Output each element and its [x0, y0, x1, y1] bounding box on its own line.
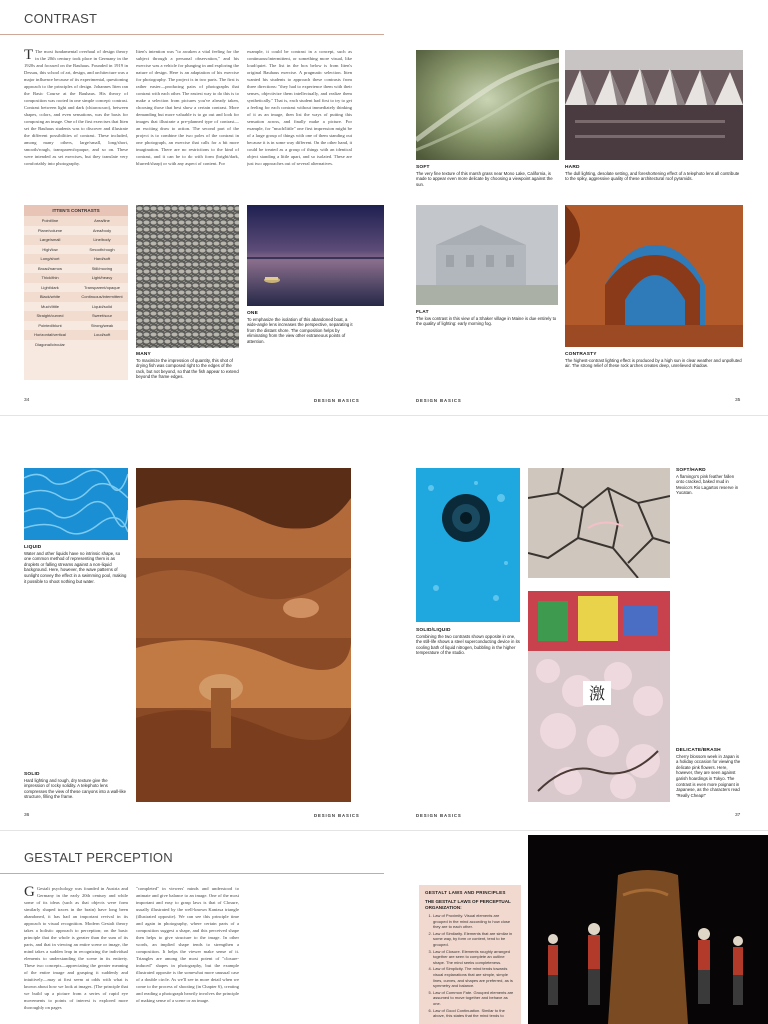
caption-hard-title: HARD	[565, 165, 580, 170]
body-text: Gestalt psychology was founded in Austria and Germany in the early 20th century and while some of its ideas (such as that objects were form similarly shaped traces in the brain) have long been abandoned, it has had an important revival in its approach to visual recognition. Modern Gestalt theory takes a holistic approach to perception; on the basic principle that the whole is greater than the sum of its parts, and that in viewing an entire scene or image, the mind takes a sudden leap in recognizing the individual elements to understanding the scene in its entirety. These two concepts—appreciating the greater meaning of the entire image and grasping it suddenly and intuitively—may at first seem at odds with what is known about how we look at images. (The principle that we build up a picture from a series of rapid eye movements to points of interest is explored more thoroughly on pages	[24, 886, 128, 1010]
table-row	[24, 273, 128, 283]
page-footer: DESIGN BASICS	[416, 813, 462, 818]
caption-flat-title: FLAT	[416, 310, 429, 315]
caption-contrasty-title: CONTRASTY	[565, 352, 597, 357]
photo-rock-arches-image	[565, 205, 743, 347]
table-cell: Loud/soft	[93, 332, 111, 338]
caption-soft-text: The very fine texture of this marsh grass near Mono Lake, California, is made to appear even more delicate by choosing a viewpoint against the sun.	[416, 170, 553, 187]
photo-drying-fish-image	[136, 205, 239, 348]
table-row	[24, 264, 128, 274]
caption-solid-title: SOLID	[24, 772, 40, 777]
page-number: 37	[735, 813, 741, 818]
table-row	[24, 254, 128, 264]
body-text-column-2: "completed" in viewers' minds and understood to animate and give balance to an image. One of the most important and easy to grasp laws is that of Closure, usually illustrated by the well-known Kanizsa triangle (illustrated opposite). We can see this principle time and again in photography, where certain parts of a composition suggest a shape, and this perceived shape then helps to give structure to the image. In other words, an implied shape tends to strengthen a composition. It helps the viewer make sense of it. Triangles are among the most potent of "closure-induced" shapes in photography, but the example illustrated opposite is the somewhat more unusual case of a double circle. As we'll see in more detail when we come to the process of shooting (in Chapter 6), creating and reading a photograph heavily involves the principle of making sense of a scene or an image.	[136, 886, 239, 1003]
page-footer: DESIGN BASICS	[314, 813, 360, 818]
list-item: 5. Law of Common Fate. Grouped elements are assumed to move together and behave as one.	[433, 990, 515, 1007]
table-row	[24, 302, 128, 312]
photo-swimming-pool-image	[24, 468, 128, 540]
table-cell: Long/short	[40, 256, 60, 262]
title-rule	[0, 34, 384, 35]
box-subtitle: THE GESTALT LAWS OF PERCEPTUAL ORGANIZATION:	[425, 899, 511, 910]
caption-one-text: To emphasize the isolation of this abandoned boat, a wide-angle lens increases the perspective, separating it from the distant shore. The composition helps by eliminating from the view other extraneous points of attention.	[247, 316, 353, 344]
table-cell: Broad/narrow	[37, 265, 62, 271]
page-footer: DESIGN BASICS	[314, 398, 360, 403]
title-rule	[0, 873, 384, 874]
list-item: 6. Law of Good Continuation. Similar to the above, this states that the mind tends to	[433, 1008, 515, 1019]
spread-contrast-continued	[0, 415, 768, 830]
page-footer: DESIGN BASICS	[416, 398, 462, 403]
photo-canyon-rocks-image	[136, 468, 351, 802]
caption-liquid	[24, 545, 128, 584]
table-cell: Diagonal/circular	[35, 341, 65, 347]
table-cell: Pointed/blunt	[38, 322, 62, 328]
photo-roof-pyramids	[565, 50, 743, 160]
table-row	[24, 226, 128, 236]
photo-shaker-village-image	[416, 205, 558, 305]
caption-delicate-brash	[676, 748, 742, 798]
caption-one	[247, 311, 357, 345]
caption-solid-liquid-title: SOLID/LIQUID	[416, 628, 451, 633]
table-cell: Sweet/sour	[91, 313, 112, 319]
table-row	[24, 245, 128, 255]
box-title: GESTALT LAWS AND PRINCIPLES	[425, 890, 506, 895]
svg-text:激: 激	[588, 684, 606, 703]
body-text-column-2: Itten's intention was "to awaken a vital feeling for the subject through a personal observation," and his exercise was a vehicle for plunging in and exploring the nature of design. Here is an adaptation of his exercise for photography. The project is in two parts. The first is rather easier—producing pairs of photographs that contrast with each other. The easiest way to do this is to make a selection from pictures you've already taken, choosing those that best show a certain contrast. More demanding but more valuable is to go out and look for images that illustrate a pre-planned type of contrast—an exciting draw to action. The second part of the project is to combine the two poles of the contrast in one photograph, an exercise that calls for a bit more imagination. There are no restrictions to the kind of contrast, and it can be to do with form (bright/dark, blurred/sharp) or with any aspect of content. For	[136, 49, 239, 166]
caption-flat-text: The low contrast in this view of a Shaker village in Maine is due entirely to the quality of lighting: early morning fog.	[416, 315, 557, 327]
caption-one-title: ONE	[247, 311, 258, 316]
photo-roof-pyramids-image	[565, 50, 743, 160]
caption-many-text: To maximize the impression of quantity, this shot of drying fish was composed right to the edges of the rack, but not beyond, so that the fish appear to extend beyond the frame edges.	[136, 357, 239, 380]
table-row	[24, 340, 128, 350]
photo-cracked-mud	[528, 468, 670, 578]
table-cell: Hard/soft	[93, 256, 111, 262]
table-row	[24, 292, 128, 302]
list-item: 4. Law of Simplicity. The mind tends towards visual explanations that are simple, simple lines, curves, and shapes are preferred, as is symmetry and balance.	[433, 966, 515, 988]
caption-solid-text: Hard lighting and rough, dry texture give the impression of rocky solidity. A telephoto lens compresses the view of these canyons into a wall-like structure, filling the frame.	[24, 777, 126, 800]
table-cell: Area/line	[94, 218, 110, 224]
photo-rock-arches	[565, 205, 743, 347]
laws-list	[419, 913, 521, 1019]
list-item: 2. Law of Similarity. Elements that are similar in some way, by form or content, tend to be grouped.	[433, 931, 515, 948]
table-cell: Smooth/rough	[89, 246, 115, 252]
photo-abandoned-boat	[247, 205, 384, 306]
caption-solid	[24, 772, 128, 800]
photo-cherry-blossoms-image	[528, 591, 670, 802]
table-cell: Light/heavy	[91, 275, 113, 281]
caption-soft-hard-title: SOFT/HARD	[676, 468, 706, 473]
photo-canyon-rocks	[136, 468, 351, 802]
drop-cap: G	[24, 885, 35, 900]
table-row	[24, 330, 128, 340]
list-item: 1. Law of Proximity. Visual elements are grouped in the mind according to how close they are to each other.	[433, 913, 515, 930]
caption-soft	[416, 165, 559, 187]
table-title: ITTEN'S CONTRASTS	[24, 205, 128, 216]
spread-contrast	[0, 0, 768, 415]
page-number: 34	[24, 398, 30, 403]
caption-soft-hard	[676, 468, 742, 496]
photo-shaker-village	[416, 205, 558, 305]
photo-marsh-grass-image	[416, 50, 559, 160]
caption-soft-hard-text: A flamingo's pink feather fallen onto cracked, baked mud in Mexico's Rio Lagartos reserve in Yucatan.	[676, 473, 739, 496]
photo-cherry-blossoms	[528, 591, 670, 802]
caption-contrasty-text: The highest-contrast lighting effect is produced by a high sun in clear weather and unpolluted air. The strong relief of these rock arches creates deep, unrelieved shadow.	[565, 357, 742, 369]
body-text-column-1	[24, 885, 128, 1024]
table-cell: Transparent/opaque	[84, 284, 120, 290]
table-cell: Continuous/intermittent	[81, 294, 123, 300]
caption-solid-liquid-text: Combining the two contrasts shown opposite in one, the still-life shows a steel superconducting device in its cooling bath of liquid nitrogen, bubbling in the higher temperature of the studio.	[416, 633, 520, 656]
body-text-column-1	[24, 48, 128, 193]
body-text: The most fundamental overhaul of design theory in the 20th century took place in Germany in the 1920s and focused on the Bauhaus. Founded in 1919 in Dessau, this school of art, design, and architecture was a major influence because of its experimental, questioning approach to the principles of design. Johannes Itten ran the Basic Course at the Bauhaus. His theory of composition was rooted in one simple concept: contrast. Contrast between light and dark (chiaroscuro), between shapes, colors, and even sensations, was the basis for composing an image. One of the first exercises that Itten set the Bauhaus students was to discover and illustrate the different possibilities of contrast. These included, among many others, large/small, long/short, smooth/rough, transparent/opaque, and so on. These were intended as set exercises, but they translate very comfortably into photography.	[24, 49, 128, 166]
table-row	[24, 311, 128, 321]
list-item: 3. Law of Closure. Elements roughly arranged together are seen to complete an outline shape. The mind seeks completeness.	[433, 949, 515, 966]
table-cell: Much/little	[40, 303, 59, 309]
photo-stage-performance-image	[528, 835, 768, 1024]
table-row	[24, 283, 128, 293]
photo-superconducting-device-image	[416, 468, 520, 622]
table-cell: High/low	[42, 246, 58, 252]
table-cell: Liquid/solid	[91, 303, 112, 309]
table-cell: Horizontal/vertical	[34, 332, 66, 338]
caption-contrasty	[565, 352, 743, 369]
table-cell: Large/small	[39, 237, 61, 243]
caption-liquid-text: Water and other liquids have no intrinsic shape, so one common method of representing them is as droplets or falling streams against a non-liquid background. Here, however, the wave patterns of sunlight convey the effect in a swimming pool, making it possible to shoot nothing but water.	[24, 550, 127, 584]
photo-drying-fish	[136, 205, 239, 348]
table-body	[24, 216, 128, 349]
drop-cap: T	[24, 47, 34, 63]
page-number: 35	[735, 398, 741, 403]
photo-cracked-mud-image	[528, 468, 670, 578]
table-row	[24, 321, 128, 331]
caption-delicate-brash-title: DELICATE/BRASH	[676, 748, 721, 753]
caption-hard	[565, 165, 743, 182]
table-row	[24, 216, 128, 226]
caption-many	[136, 352, 239, 380]
photo-abandoned-boat-image	[247, 205, 384, 306]
table-cell: Still/moving	[91, 265, 113, 271]
photo-stage-performance	[528, 835, 768, 1024]
page-title: GESTALT PERCEPTION	[24, 850, 173, 865]
table-row	[24, 235, 128, 245]
table-cell: Area/body	[92, 227, 112, 233]
body-text-column-3: example, it could be contrast in a concept, such as continuous/intermittent, or something more visual, like loud/quiet. The list in the box below is from Itten's original Bauhaus exercise. A pragmatic selection. Itten wanted his students to approach these contrasts from three directions: "they had to experience them with their senses, objectivize them intellectually, and realize them synthetically." That is, each student had first to try to get a feeling for each contrast without immediately thinking of it as an image, then list the ways of putting this sensation across, and finally make a picture. For example, for "much/little" one first impression might be of a large group of things with one of them standing out because it is in some way different. On the other hand, it could be treated as a group of things with an identical object standing a little apart, and so isolated. These are just two approaches out of several alternatives.	[247, 49, 352, 166]
page-title: CONTRAST	[24, 11, 98, 26]
caption-liquid-title: LIQUID	[24, 545, 42, 550]
photo-marsh-grass	[416, 50, 559, 160]
contrasts-table	[24, 205, 128, 380]
gestalt-laws-box	[419, 885, 521, 1024]
caption-many-title: MANY	[136, 352, 151, 357]
table-cell: Straight/curved	[36, 313, 64, 319]
table-cell: Black/white	[39, 294, 61, 300]
table-cell: Strong/weak	[90, 322, 114, 328]
photo-superconducting-device	[416, 468, 520, 622]
table-cell: Point/line	[41, 218, 59, 224]
table-cell: Line/body	[93, 237, 111, 243]
caption-delicate-brash-text: Cherry blossom week in Japan is a holiday occasion for viewing the delicate pink flowers. Here, however, they are seen against garish hoardings in Tokyo. The contrast is even more poignant in Japanese, as the characters read "Really Cheap!"	[676, 753, 741, 798]
caption-soft-title: SOFT	[416, 165, 430, 170]
photo-swimming-pool	[24, 468, 128, 540]
caption-flat	[416, 310, 558, 327]
table-cell: Light/dark	[41, 284, 59, 290]
table-cell: Plane/volume	[37, 227, 63, 233]
caption-solid-liquid	[416, 628, 520, 656]
page-number: 36	[24, 813, 30, 818]
caption-hard-text: The dull lighting, desolate setting, and foreshortening effect of a telephoto lens all contribute to the spiky, aggressive quality of these architectural roof pyramids.	[565, 170, 740, 182]
table-cell: Thick/thin	[41, 275, 59, 281]
